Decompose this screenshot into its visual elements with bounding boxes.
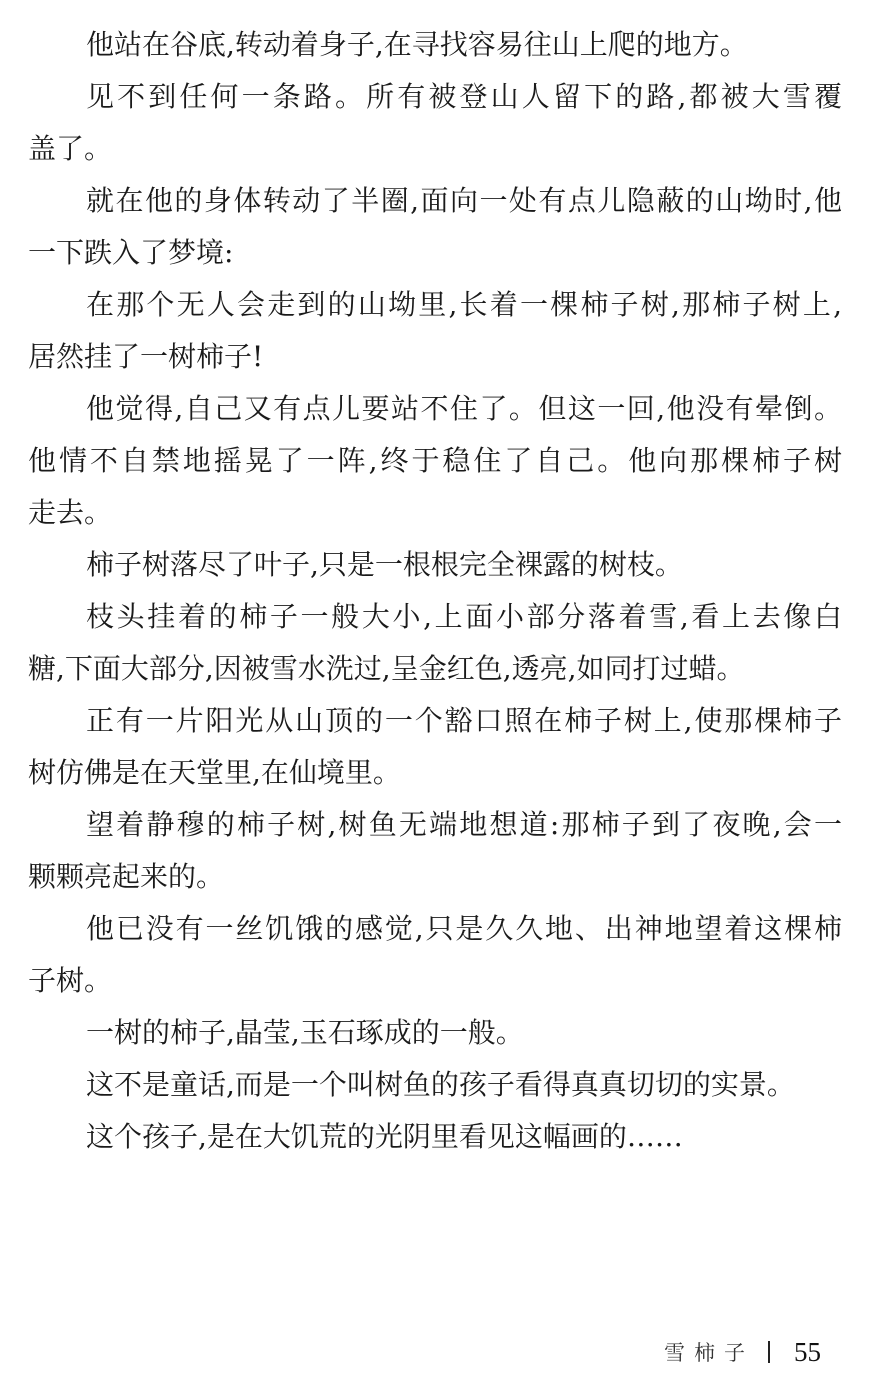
text-line: 柿子树落尽了叶子,只是一根根完全裸露的树枝。 <box>86 548 683 581</box>
paragraph <box>28 903 842 1007</box>
text-line: 他站在谷底,转动着身子,在寻找容易往山上爬的地方。 <box>86 28 748 61</box>
text-line: 见不到任何一条路。所有被登山人留下的路,都被大雪覆 <box>86 80 842 113</box>
text-line: 一树的柿子,晶莹,玉石琢成的一般。 <box>86 1016 524 1049</box>
paragraph <box>28 1111 842 1163</box>
paragraph <box>28 799 842 903</box>
text-line: 他已没有一丝饥饿的感觉,只是久久地、出神地望着这棵柿 <box>86 912 842 945</box>
text-line: 居然挂了一树柿子! <box>28 340 264 373</box>
paragraph <box>28 539 842 591</box>
text-line: 枝头挂着的柿子一般大小,上面小部分落着雪,看上去像白 <box>86 600 842 633</box>
text-line: 走去。 <box>28 496 113 529</box>
text-line: 树仿佛是在天堂里,在仙境里。 <box>28 756 401 789</box>
footer-separator <box>768 1341 770 1363</box>
text-line: 这个孩子,是在大饥荒的光阴里看见这幅画的…… <box>86 1120 683 1153</box>
page-footer <box>664 1332 821 1372</box>
text-line: 他情不自禁地摇晃了一阵,终于稳住了自己。他向那棵柿子树 <box>28 444 842 477</box>
paragraph <box>28 19 842 71</box>
text-line: 子树。 <box>28 964 113 997</box>
paragraph <box>28 695 842 799</box>
page-number: 55 <box>794 1336 821 1367</box>
paragraph <box>28 591 842 695</box>
paragraph <box>28 279 842 383</box>
paragraph <box>28 383 842 539</box>
text-line: 在那个无人会走到的山坳里,长着一棵柿子树,那柿子树上, <box>86 288 842 321</box>
paragraph <box>28 1059 842 1111</box>
text-line: 糖,下面大部分,因被雪水洗过,呈金红色,透亮,如同打过蜡。 <box>28 652 745 685</box>
text-line: 就在他的身体转动了半圈,面向一处有点儿隐蔽的山坳时,他 <box>86 184 842 217</box>
text-line: 正有一片阳光从山顶的一个豁口照在柿子树上,使那棵柿子 <box>86 704 842 737</box>
text-line: 一下跌入了梦境: <box>28 236 234 269</box>
text-line: 望着静穆的柿子树,树鱼无端地想道:那柿子到了夜晚,会一 <box>86 808 842 841</box>
paragraph <box>28 175 842 279</box>
text-line: 这不是童话,而是一个叫树鱼的孩子看得真真切切的实景。 <box>86 1068 795 1101</box>
running-title: 雪柿子 <box>664 1341 754 1365</box>
paragraph <box>28 71 842 175</box>
paragraph <box>28 1007 842 1059</box>
text-line: 颗颗亮起来的。 <box>28 860 225 893</box>
text-line: 他觉得,自己又有点儿要站不住了。但这一回,他没有晕倒。 <box>86 392 842 425</box>
text-line: 盖了。 <box>28 132 113 165</box>
body-text <box>28 19 842 1163</box>
